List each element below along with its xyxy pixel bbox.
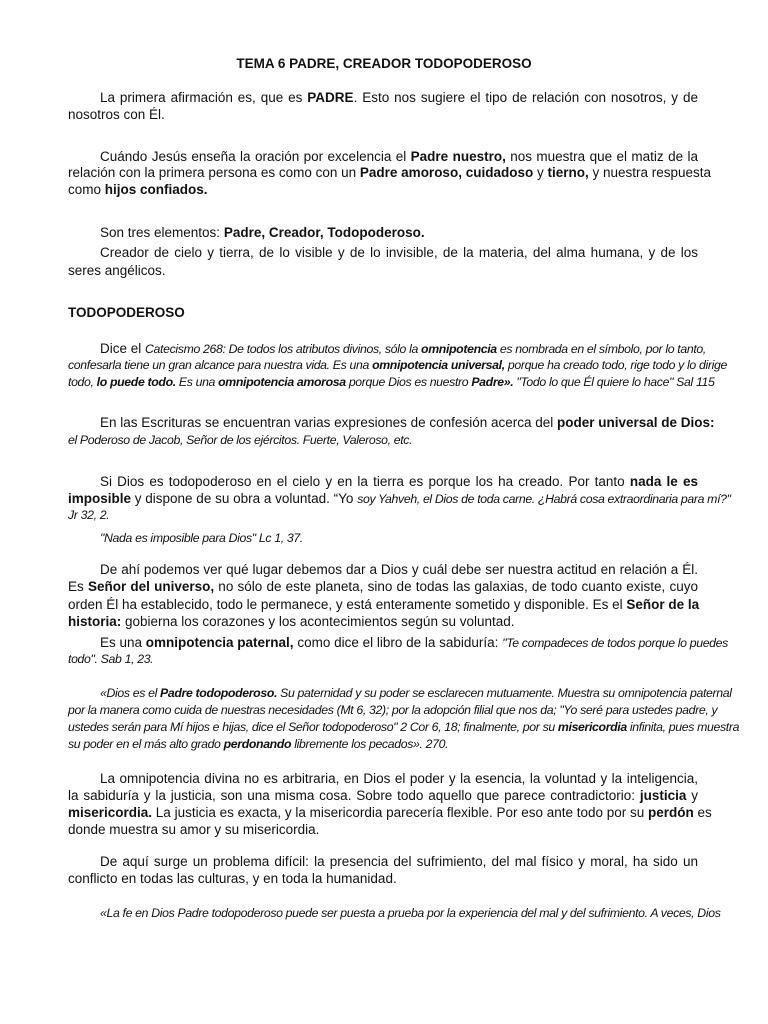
quote-2-line-1: «Dios es el Padre todopoderoso. Su paternidad y su poder se esclarecen mutuamente. Muestra su omnipotencia paternal xyxy=(100,686,732,700)
quote-2-line-2: por la manera como cuida de nuestras necesidades (Mt 6, 32); por la adopción filial que nos da; "Yo seré para ustedes padre, y xyxy=(68,703,718,717)
paragraph-3-line-2: Creador de cielo y tierra, de lo visible y de lo invisible, de la materia, del alma humana, y de los xyxy=(100,245,698,260)
paragraph-9-line-2: la sabiduría y la justicia, son una misma cosa. Sobre todo aquello que parece contradictorio: justicia y xyxy=(68,788,698,803)
paragraph-4-line-2: confesarla tiene un gran alcance para nuestra vida. Es una omnipotencia universal, porque ha creado todo, rige todo y lo dirige xyxy=(68,358,727,372)
page-title: TEMA 6 PADRE, CREADOR TODOPODEROSO xyxy=(236,56,532,71)
paragraph-2-line-3: como hijos confiados. xyxy=(68,182,208,197)
paragraph-9-line-1: La omnipotencia divina no es arbitraria, en Dios el poder y la esencia, la voluntad y la inteligencia, xyxy=(100,771,698,786)
paragraph-10-line-2: conflicto en todas las culturas, y en toda la humanidad. xyxy=(68,871,397,886)
quote-2-line-3: ustedes serán para Mí hijos e hijas, dice el Señor todopoderoso" 2 Cor 6, 18; finalmente, por su misericordia infinita, pues muestra xyxy=(68,720,740,734)
paragraph-3-line-1: Son tres elementos: Padre, Creador, Todopoderoso. xyxy=(100,225,425,240)
paragraph-8-line-1: Es una omnipotencia paternal, como dice el libro de la sabiduría: "Te compadeces de todos porque lo puedes xyxy=(100,635,728,650)
section-heading: TODOPODEROSO xyxy=(68,305,185,320)
quote-3-line-1: «La fe en Dios Padre todopoderoso puede ser puesta a prueba por la experiencia del mal y del sufrimiento. A veces, Dios xyxy=(100,906,721,920)
paragraph-1-line-1: La primera afirmación es, que es PADRE. Esto nos sugiere el tipo de relación con nosotros, y de xyxy=(100,90,698,105)
paragraph-2-line-2: relación con la primera persona es como con un Padre amoroso, cuidadoso y tierno, y nuestra respuesta xyxy=(68,165,712,180)
paragraph-1-line-2: nosotros con Él. xyxy=(68,107,165,122)
paragraph-4-line-1: Dice el Catecismo 268: De todos los atributos divinos, sólo la omnipotencia es nombrada en el símbolo, por lo tanto, xyxy=(100,341,706,356)
paragraph-7-line-3: orden Él ha establecido, todo le permanece, y está enteramente sometido y disponible. Es el Señor de la xyxy=(68,597,700,612)
paragraph-8-line-2: todo". Sab 1, 23. xyxy=(68,652,154,666)
paragraph-5-line-2: el Poderoso de Jacob, Señor de los ejércitos. Fuerte, Valeroso, etc. xyxy=(68,433,413,447)
paragraph-4-line-3: todo, lo puede todo. Es una omnipotencia amorosa porque Dios es nuestro Padre». "Todo lo que Él quiere lo hace" Sal 115 xyxy=(68,375,715,389)
paragraph-3-line-3: seres angélicos. xyxy=(68,263,166,278)
paragraph-9-line-3: misericordia. La justicia es exacta, y la misericordia parecería flexible. Por eso ante todo por su perdón es xyxy=(68,805,712,820)
paragraph-6-line-2: imposible y dispone de su obra a voluntad. “Yo soy Yahveh, el Dios de toda carne. ¿Habrá cosa extraordinaria para mí?" xyxy=(68,491,731,506)
paragraph-5-line-1: En las Escrituras se encuentran varias expresiones de confesión acerca del poder universal de Dios: xyxy=(100,415,715,430)
paragraph-6-line-3: Jr 32, 2. xyxy=(68,508,110,522)
paragraph-7-line-4: historia: gobierna los corazones y los acontecimientos según su voluntad. xyxy=(68,614,515,629)
paragraph-7-line-2: Es Señor del universo, no sólo de este planeta, sino de todas las galaxias, de todo cuanto existe, cuyo xyxy=(68,579,698,594)
paragraph-9-line-4: donde muestra su amor y su misericordia. xyxy=(68,822,320,837)
paragraph-7-line-1: De ahí podemos ver qué lugar debemos dar a Dios y cuál debe ser nuestra actitud en relación a Él. xyxy=(100,562,698,577)
quote-luke: "Nada es imposible para Dios" Lc 1, 37. xyxy=(100,531,303,545)
quote-2-line-4: su poder en el más alto grado perdonando libremente los pecados». 270. xyxy=(68,737,449,751)
paragraph-10-line-1: De aquí surge un problema difícil: la presencia del sufrimiento, del mal físico y moral, ha sido un xyxy=(100,854,698,869)
paragraph-6-line-1: Si Dios es todopoderoso en el cielo y en la tierra es porque los ha creado. Por tanto nada le es xyxy=(100,474,698,489)
paragraph-2-line-1: Cuándo Jesús enseña la oración por excelencia el Padre nuestro, nos muestra que el matiz de la xyxy=(100,149,698,164)
